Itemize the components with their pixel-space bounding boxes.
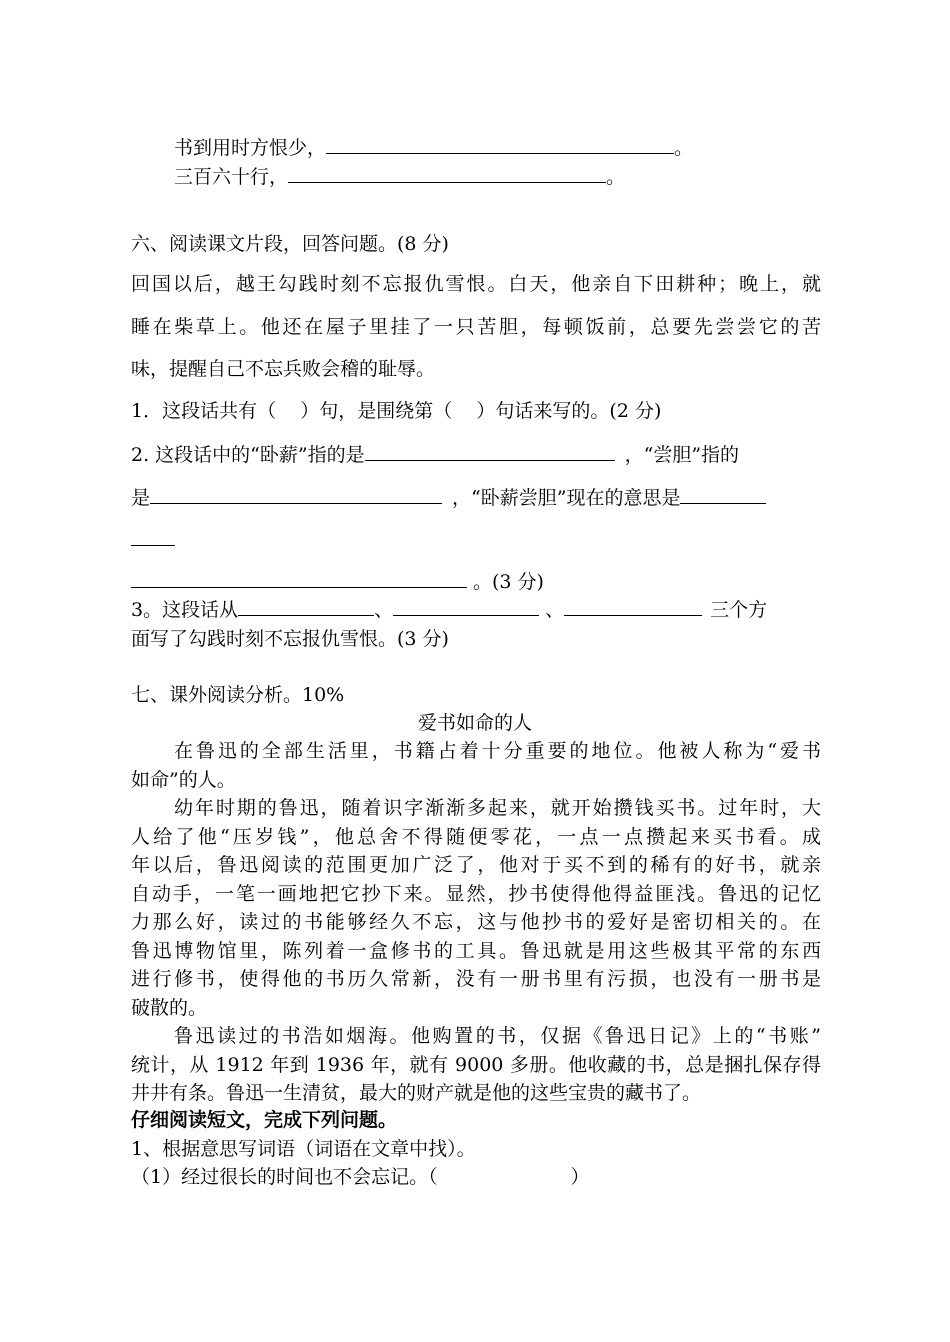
story-line: 力那么好，读过的书能够经久不忘，这与他抄书的爱好是密切相关的。在 [131,911,821,933]
fill-line-2-suffix: 。 [606,166,626,188]
q3-text-b: 三个方 [710,599,768,621]
story-line: 自动手，一笔一画地把它抄下来。显然，抄书使得他得益匪浅。鲁迅的记忆 [131,883,821,905]
answer-blank[interactable] [131,569,467,588]
story-line: 人给了他“压岁钱”，他总舍不得随便零花，一点一点攒起来买书看。成 [131,826,821,848]
story-line: 年以后，鲁迅阅读的范围更加广泛了，他对于买不到的稀有的好书，就亲 [131,854,821,876]
story-line: 统计，从 1912 年到 1936 年，就有 9000 多册。他收藏的书，总是捆扎保存得 [131,1054,821,1076]
answer-blank[interactable] [680,485,766,504]
fill-line-2-prefix: 三百六十行， [174,166,289,188]
answer-blank[interactable] [365,442,615,461]
section6-question-2-cont [131,485,766,510]
section6-question-2-end [131,569,544,594]
answer-blank[interactable] [288,164,606,183]
story-line: 如命”的人。 [131,769,236,791]
section6-passage-line: 味，提醒自己不忘兵败会稽的耻辱。 [131,358,436,380]
story-line: 幼年时期的鲁迅，随着识字渐渐多起来，就开始攒钱买书。过年时，大 [174,797,821,819]
section7-question-1-1[interactable]: （1）经过很长的时间也不会忘记。（ ） [131,1166,590,1188]
section6-question-2-wrap [131,527,175,552]
section6-heading: 六、阅读课文片段，回答问题。(8 分) [131,233,449,255]
q2-text-a: 2. 这段话中的“卧薪”指的是 [131,444,365,466]
q3-sep: 、 [545,599,565,621]
story-line: 井井有条。鲁迅一生清贫，最大的财产就是他的这些宝贵的藏书了。 [131,1082,702,1104]
story-line: 鲁迅博物馆里，陈列着一盒修书的工具。鲁迅就是用这些极其平常的东西 [131,940,821,962]
q2-end-text: 。(3 分) [473,571,544,593]
section7-instruction: 仔细阅读短文，完成下列问题。 [131,1109,398,1131]
section6-question-1: 1．这段话共有（ ）句，是围绕第（ ）句话来写的。(2 分) [131,400,662,422]
answer-blank[interactable] [131,527,175,546]
story-line: 鲁迅读过的书浩如烟海。他购置的书，仅据《鲁迅日记》上的“书账” [174,1025,821,1047]
answer-blank[interactable] [564,597,702,616]
section7-heading: 七、课外阅读分析。10% [131,684,345,706]
story-title: 爱书如命的人 [417,712,532,734]
section6-question-3 [131,597,767,622]
q2-text-d: ，“卧薪尝胆”现在的意思是 [452,487,681,509]
story-line: 在鲁迅的全部生活里，书籍占着十分重要的地位。他被人称为“爱书 [174,740,821,762]
fill-line-1 [174,135,693,160]
answer-blank[interactable] [393,597,539,616]
q2-text-b: ，“尝胆”指的 [624,444,740,466]
story-line: 破散的。 [131,997,208,1019]
q2-text-c: 是 [131,487,151,509]
story-line: 进行修书，使得他的书历久常新，没有一册书里有污损，也没有一册书是 [131,968,821,990]
section7-question-1: 1、根据意思写词语（词语在文章中找）。 [131,1138,476,1160]
q3-text-a: 3。这段话从 [131,599,239,621]
fill-line-2 [174,164,625,189]
answer-blank[interactable] [238,597,374,616]
answer-blank[interactable] [326,135,674,154]
q3-sep: 、 [374,599,394,621]
section6-question-3-cont: 面写了勾践时刻不忘报仇雪恨。(3 分) [131,628,449,650]
fill-line-1-suffix: 。 [674,137,694,159]
section6-passage-line: 回国以后，越王勾践时刻不忘报仇雪恨。白天，他亲自下田耕种；晚上，就 [131,273,821,295]
fill-line-1-prefix: 书到用时方恨少， [174,137,327,159]
section6-question-2 [131,442,739,467]
section6-passage-line: 睡在柴草上。他还在屋子里挂了一只苦胆，每顿饭前，总要先尝尝它的苦 [131,316,821,338]
answer-blank[interactable] [150,485,442,504]
